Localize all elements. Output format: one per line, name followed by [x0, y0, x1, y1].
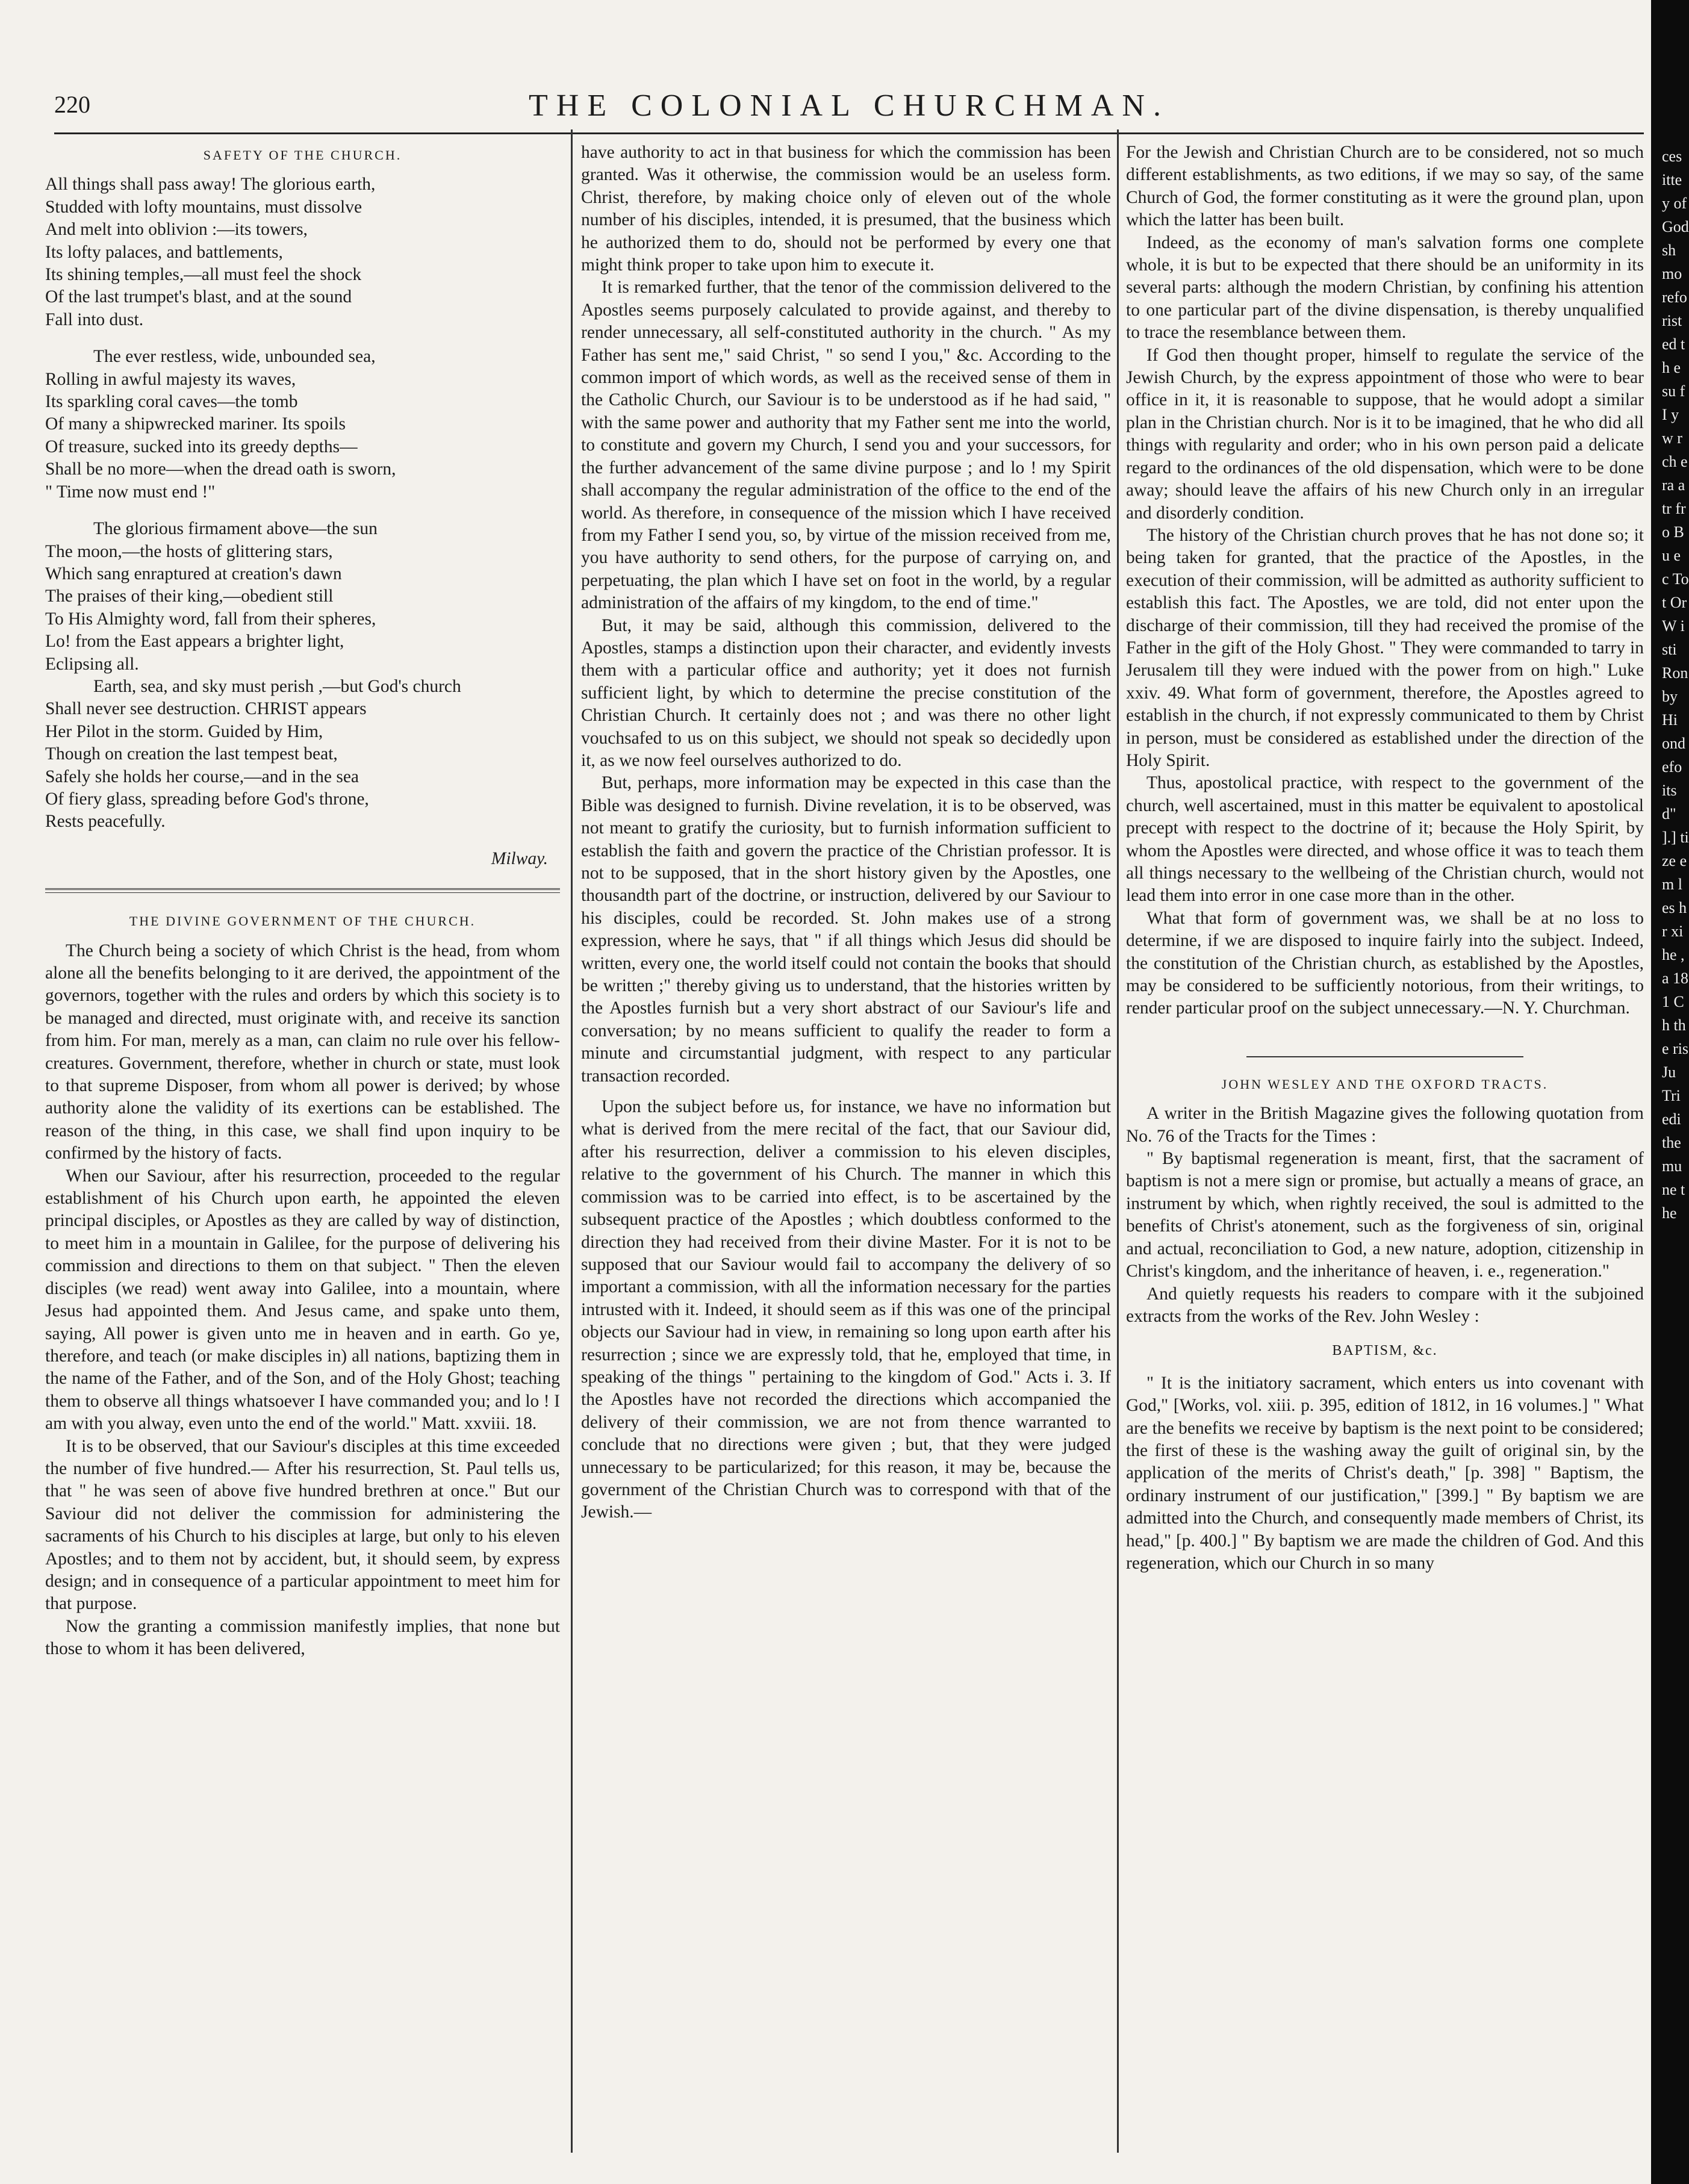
article-paragraph: When our Saviour, after his resurrection, proceeded to the regular establishment of his Church upon earth, he appointed the eleven principal disciples, or Apostles as they are called by way of distinction, to meet him in a mountain in Galilee, for the purpose of delivering his commission and directions to them on that subject. " Then the eleven disciples (we read) went away into Galilee, into a mountain, where Jesus had appointed them. And Jesus came, and spake unto them, saying, All power is given unto me in heaven and in earth. Go ye, therefore, and teach (or make disciples in) all nations, baptizing them in the name of the Father, and of the Son, and of the Holy Ghost; teaching them to observe all things whatsoever I have commanded you; and lo ! I am with you alway, even unto the end of the world." Matt. xxviii. 18. [45, 1166, 560, 1434]
article-paragraph: And quietly requests his readers to compare with it the subjoined extracts from the works of the Rev. John Wesley : [1126, 1284, 1644, 1326]
poem-line: Eclipsing all. [45, 654, 139, 674]
poem-line: The moon,—the hosts of glittering stars, [45, 541, 333, 561]
article-paragraph: Upon the subject before us, for instance, we have no information but what is derived from the mere recital of the fact, that our Saviour did, after his resurrection, deliver a commission to his eleven disciples, relative to the government of his Church. The manner in which this commission was to be carried into effect, is to be ascertained by the subsequent practice of the Apostles ; which doubtless conformed to the direction they had received from their divine Master. For it is not to be supposed that our Saviour would fail to accompany the delivery of so important a commission, with all the information necessary for the parties intrusted with it. Indeed, it should seem as if this was one of the principal objects our Saviour had in view, in remaining so long upon earth after his resurrection ; since we are expressly told, that he, employed that time, in speaking of the things " pertaining to the kingdom of God." Acts i. 3. If the Apostles have not recorded the directions which accompanied the delivery of their commission, we are not from thence warranted to conclude that no directions were given ; but, that they were judged unnecessary to be particularized; for this reason, it may be, because the government of the Christian Church was to correspond with that of the Jewish.— [581, 1097, 1111, 1522]
subheading: BAPTISM, &c. [1332, 1343, 1438, 1359]
poem-line: Earth, sea, and sky must perish ,—but God's church [93, 676, 461, 696]
poem-line: " Time now must end !" [45, 482, 216, 502]
article-paragraph: But, perhaps, more information may be expected in this case than the Bible was designed to furnish. Divine revelation, it is to be observed, was not meant to gratify the curiosity, but to furnish information sufficient to establish the faith and govern the practice of the Christian professor. It is not to be supposed, that in the short history given by the Apostles, one thousandth part of the doctrine, or instruction, delivered by our Saviour to his disciples, could be recorded. St. John makes use of a strong expression, where he says, that " if all things which Jesus did should be written, every one, the world itself could not contain the books that should be written ;" thereby giving us to understand, that the histories written by the Apostles furnish but a very short abstract of our Saviour's life and conversation; by no means sufficient to qualify the reader to form a minute and circumstantial judgment, with respect to any particular transaction recorded. [581, 773, 1111, 1086]
poem-line: Studded with lofty mountains, must dissolve [45, 197, 362, 217]
stanza [45, 518, 560, 833]
poem-line: Its lofty palaces, and battlements, [45, 242, 283, 262]
column-rule [1117, 129, 1119, 2153]
section-divider [45, 888, 560, 893]
poem-line: Of fiery glass, spreading before God's throne, [45, 789, 369, 809]
article-title: THE DIVINE GOVERNMENT OF THE CHURCH. [129, 913, 476, 929]
column-rule [571, 129, 573, 2153]
poem-line: Of the last trumpet's blast, and at the sound [45, 287, 352, 307]
stanza [45, 173, 560, 331]
poem-line: The glorious firmament above—the sun [93, 519, 378, 539]
masthead-title: THE COLONIAL CHURCHMAN. [529, 89, 1169, 123]
binding-edge [1651, 0, 1689, 2184]
column-3 [1126, 142, 1644, 2147]
article-paragraph: It is remarked further, that the tenor of the commission delivered to the Apostles seems purposely calculated to provide against, and thereby to render unnecessary, all self-constituted authority in the church. " As my Father has sent me," said Christ, " so send I you," &c. According to the common import of which words, as well as the received sense of them in the Catholic Church, our Saviour is to be understood as if he had said, " with the same power and authority that my Father sent me into the world, to constitute and govern my Church, I send you and your successors, for the further advancement of the same divine purpose ; and lo ! my Spirit shall accompany the regular administration of the office to the end of the world. As therefore, in consequence of the mission which I have received from my Father I send you, so, by virtue of the mission received from me, you have authority to send others, for the purpose of carrying on, and perpetuating, the plan which I have set on foot in the world, by a regular administration of the affairs of my kingdom, to the end of time." [581, 278, 1111, 613]
poem-line: Shall be no more—when the dread oath is sworn, [45, 459, 396, 479]
poem-line: Though on creation the last tempest beat, [45, 744, 338, 764]
poem-line: Its sparkling coral caves—the tomb [45, 392, 298, 412]
article-paragraph: " It is the initiatory sacrament, which enters us into covenant with God," [Works, vol. xiii. p. 395, edition of 1812, in 16 volumes.] " What are the benefits we receive by baptism is the next point to be considered; the first of these is the washing away the guilt of original sin, by the application of the merits of Christ's death," [p. 398] " Baptism, the ordinary instrument of our justification," [399.] " By baptism we are admitted into the Church, and consequently made members of Christ, its head," [p. 400.] " By baptism we are made the children of God. And this regeneration, which our Church in so many [1126, 1373, 1644, 1573]
article-paragraph: have authority to act in that business for which the commission has been granted. Was it otherwise, the commission would be an useless form. Christ, therefore, by making choice only of eleven out of the whole number of his disciples, intended, it is presumed, that the business which he authorized them to do, should not be performed by every one that might think proper to take upon him to execute it. [581, 143, 1111, 275]
poem-line: All things shall pass away! The glorious earth, [45, 175, 376, 194]
poem-line: Of many a shipwrecked mariner. Its spoils [45, 414, 346, 434]
section-divider [1246, 1056, 1523, 1057]
poem-line: Lo! from the East appears a brighter light, [45, 632, 344, 652]
poem-line: Safely she holds her course,—and in the sea [45, 767, 359, 786]
poem-line: Her Pilot in the storm. Guided by Him, [45, 721, 323, 741]
poem-line: Fall into dust. [45, 310, 144, 329]
page-number: 220 [54, 91, 90, 118]
article-title: JOHN WESLEY AND THE OXFORD TRACTS. [1221, 1076, 1549, 1092]
article-paragraph: The Church being a society of which Christ is the head, from whom alone all the benefits belonging to it are derived, the appointment of the governors, together with the rules and orders by which this society is to be managed and directed, must originate with, and receive its sanction from him. For man, merely as a man, can claim no rule over his fellow-creatures. Government, therefore, whether in church or state, must look to that supreme Disposer, from whom all power is derived; by whose authority alone the validity of its exertions can be established. The reason of the thing, in this case, we shall find upon inquiry to be confirmed by the history of facts. [45, 941, 560, 1163]
article-paragraph: For the Jewish and Christian Church are to be considered, not so much different establishments, as two editions, if we may so say, of the same Church of God, the former constituting as it were the ground plan, upon which the latter has been built. [1126, 143, 1644, 230]
poem-line: To His Almighty word, fall from their spheres, [45, 609, 376, 629]
page-header [54, 84, 1644, 134]
poem-line: The praises of their king,—obedient still [45, 586, 334, 606]
article-paragraph: What that form of government was, we shall be at no loss to determine, if we are disposed to inquire fairly into the subject. Indeed, the constitution of the Christian church, as established by the Apostles, may be considered to be sufficiently notorious, from their writings, to render particular proof on the subject unnecessary.—N. Y. Churchman. [1126, 908, 1644, 1018]
poem-title: SAFETY OF THE CHURCH. [203, 148, 402, 163]
article-paragraph: Indeed, as the economy of man's salvation forms one complete whole, it is but to be expected that there should be an uniformity in its several parts: although the modern Christian, by confining his attention to one particular part of the divine dispensation, is thereby unqualified to trace the resemblance between them. [1126, 232, 1644, 343]
stanza [45, 346, 560, 503]
poem-line: The ever restless, wide, unbounded sea, [93, 347, 376, 367]
poem-line: Its shining temples,—all must feel the shock [45, 265, 362, 285]
article-paragraph: Thus, apostolical practice, with respect to the government of the church, well ascertained, must in this matter be equivalent to apostolical precept with respect to the doctrine of it; because the Holy Spirit, by whom the Apostles were directed, and whose office it was to teach them all things necessary to the wellbeing of the Christian church, would not lead them into error in one case more than in the other. [1126, 773, 1644, 906]
article-paragraph: A writer in the British Magazine gives the following quotation from No. 76 of the Tracts for the Times : [1126, 1104, 1644, 1146]
poem-line: Which sang enraptured at creation's dawn [45, 564, 342, 583]
article-paragraph: It is to be observed, that our Saviour's disciples at this time exceeded the number of five hundred.— After his resurrection, St. Paul tells us, that " he was seen of above five hundred brethren at once." But our Saviour did not deliver the commission for administering the sacraments of his Church to his disciples at large, but only to his eleven Apostles; and to them not by accident, but, it should seem, by express design; and in consequence of a particular appointment to meet him for that purpose. [45, 1436, 560, 1614]
poem-signature: Milway. [491, 848, 548, 868]
article-paragraph: " By baptismal regeneration is meant, first, that the sacrament of baptism is not a mere sign or promise, but actually a means of grace, an instrument by which, when rightly received, the soul is admitted to the benefits of Christ's atonement, such as the forgiveness of sin, original and actual, reconciliation to God, a new nature, adoption, citizenship in Christ's kingdom, and the inheritance of heaven, i. e., regeneration." [1126, 1149, 1644, 1281]
poem-line: Rests peacefully. [45, 812, 166, 832]
poem-line: And melt into oblivion :—its towers, [45, 220, 308, 240]
poem-line: Of treasure, sucked into its greedy depths— [45, 437, 358, 456]
article-paragraph: If God then thought proper, himself to regulate the service of the Jewish Church, by the express appointment of those who were to bear office in it, it is reasonable to suppose, that he would adopt a similar plan in the Christian church. Nor is it to be imagined, that he who did all things with regularity and order; who in his own person paid a delicate regard to the ordinances of the old dispensation, which were to be done away; should leave the affairs of his new Church only in an irregular and disorderly condition. [1126, 345, 1644, 523]
column-2 [581, 142, 1111, 2147]
bleed-text: ces itte y of God sh mo refo rist ed th e su f I y w rch era a tr fro Bu e c To t Or W isti Ron by Hi ond efo its d" ].] tize em les hr xi he , a 181 Ch the ris Ju Tri edi the mu ne the [1662, 148, 1689, 1222]
poem-line: Rolling in awful majesty its waves, [45, 369, 296, 389]
poem [45, 173, 560, 833]
column-1 [45, 142, 560, 2147]
poem-line: Shall never see destruction. CHRIST appears [45, 699, 367, 719]
article-paragraph: Now the granting a commission manifestly implies, that none but those to whom it has been delivered, [45, 1616, 560, 1659]
article-paragraph: But, it may be said, although this commission, delivered to the Apostles, stamps a distinction upon their character, and evidently invests them with a particular office and authority; yet it does not furnish sufficient light, by which to determine the precise constitution of the Christian Church. It certainly does not ; and was there no other light vouchsafed to us on this subject, we should not speak so decidedly upon it, as we now feel ourselves authorized to do. [581, 615, 1111, 770]
article-paragraph: The history of the Christian church proves that he has not done so; it being taken for granted, that the practice of the Apostles, in the execution of their commission, will be admitted as authority sufficient to establish this fact. The Apostles, we are told, did not enter upon the discharge of their commission, till they had received the promise of the Father in the gift of the Holy Ghost. " They were commanded to tarry in Jerusalem till they were indued with the power from on high." Luke xxiv. 49. What form of government, therefore, the Apostles agreed to establish in the church, if not expressly communicated to them by Christ in person, must be considered as established under the direction of the Holy Spirit. [1126, 525, 1644, 770]
